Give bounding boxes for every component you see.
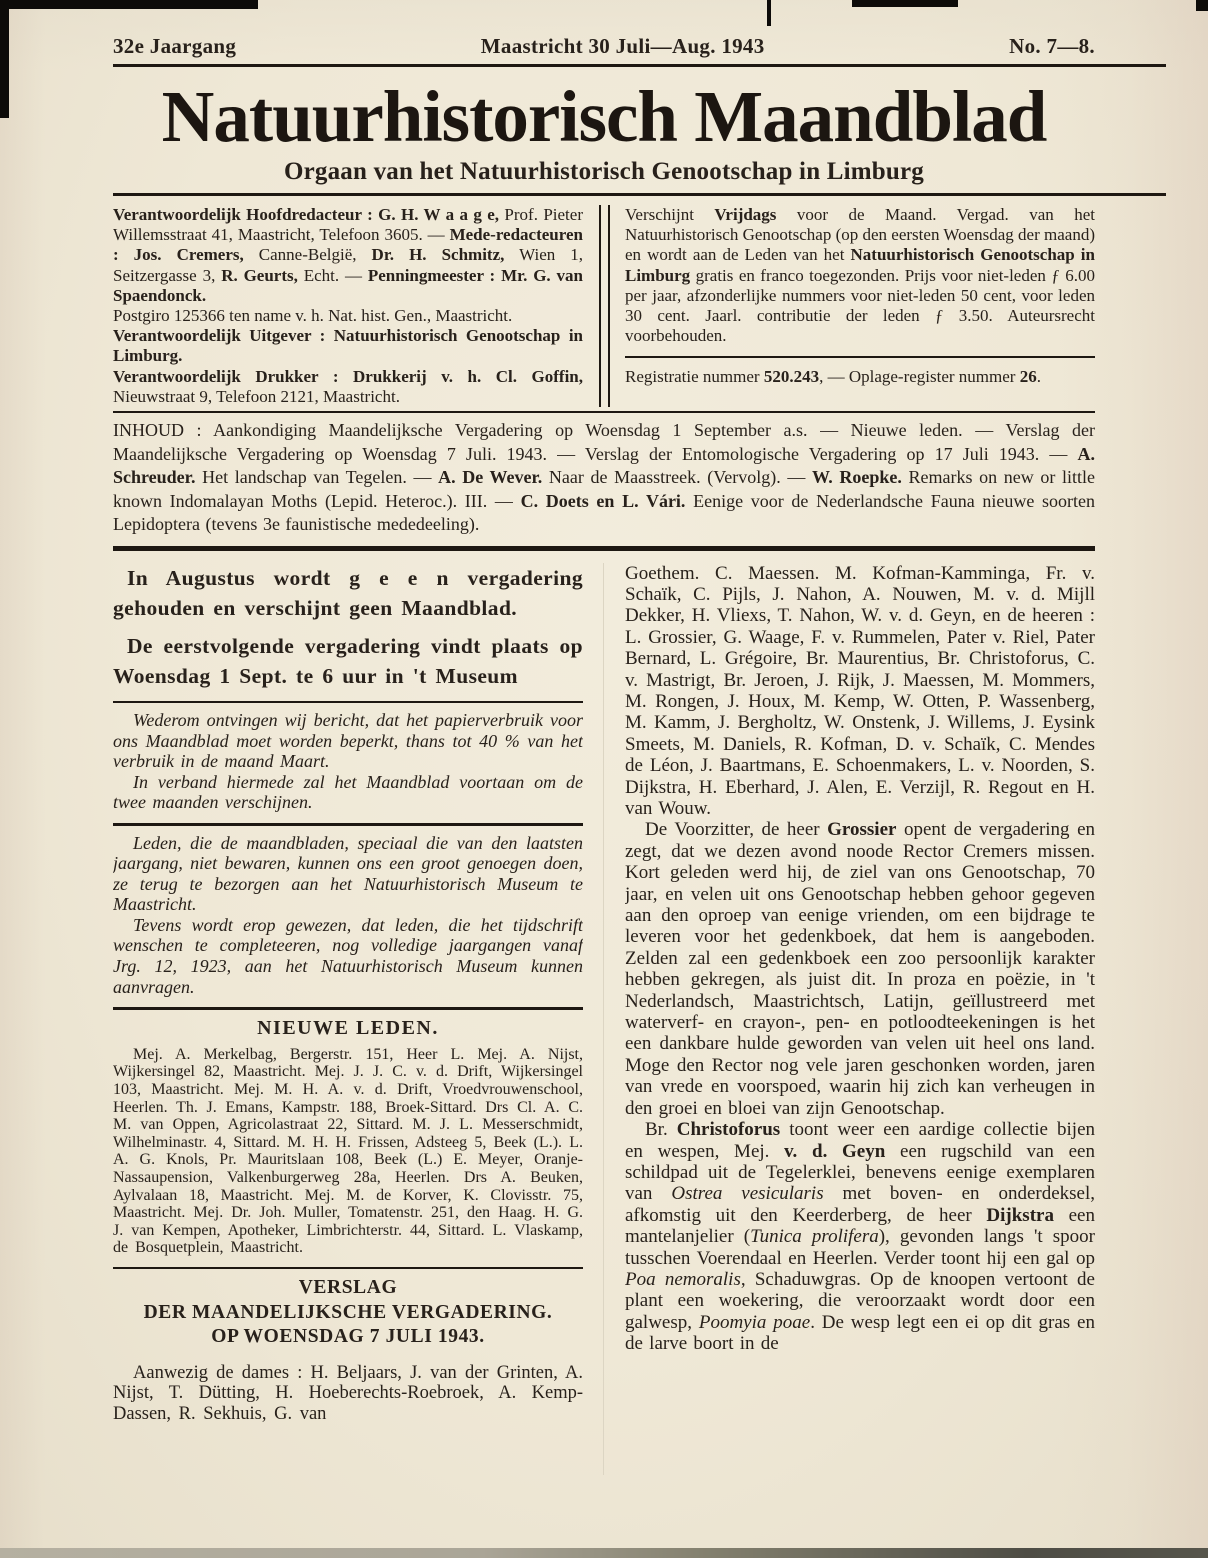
colophon-right-text: Verschijnt Vrijdags voor de Maand. Vergad. van het Natuurhistorisch Genootschap (op den eersten Woensdag der maand) en wordt aan de Leden van het Natuurhistorisch Genootschap in Limburg gratis en franco toegezonden. Prijs voor niet-leden ƒ 6.00 per jaar, afzonderlijke nummers voor niet-leden 50 cent, voor leden 30 cent. Jaarl. contributie der leden ƒ 3.50. Auteursrecht voorbehouden.	[625, 205, 1095, 346]
main-body	[113, 563, 1095, 1475]
page-content	[113, 0, 1095, 1475]
subtitle-rule	[113, 193, 1166, 196]
colophon-row	[113, 205, 1095, 407]
scan-artifact-top-bar	[852, 0, 958, 7]
paper-restriction-notice: Wederom ontvingen wij bericht, dat het papierverbruik voor ons Maandblad moet worden beperkt, thans tot 40 % van het verbruik in de maand Maart. In verband hiermede zal het Maandblad voortaan om de twee maanden verschijnen.	[113, 710, 583, 813]
registration-rule	[625, 356, 1095, 358]
masthead-rule	[113, 64, 1166, 67]
section-rule	[113, 1007, 583, 1010]
masthead-row	[113, 0, 1095, 59]
column-divider	[603, 563, 604, 1475]
section-rule	[113, 701, 583, 704]
scan-artifact-left-edge	[0, 0, 9, 118]
section-rule	[113, 1267, 583, 1270]
verslag-heading-line1: VERSLAG	[298, 1277, 398, 1299]
verslag-heading	[113, 1276, 583, 1350]
journal-subtitle: Orgaan van het Natuurhistorisch Genootschap in Limburg	[283, 158, 925, 185]
inhoud-block: INHOUD : Aankondiging Maandelijksche Vergadering op Woensdag 1 September a.s. — Nieuwe leden. — Verslag der Maandelijksche Vergadering op Woensdag 7 Juli. 1943. — Verslag der Entomologische Vergadering op 17 Juli 1943. — A. Schreuder. Het landschap van Tegelen. — A. De Wever. Naar de Maasstreek. (Vervolg). — W. Roepke. Remarks on new or little known Indomalayan Moths (Lepid. Heteroc.). III. — C. Doets en L. Vári. Eenige voor de Nederlandsche Fauna nieuwe soorten Lepidoptera (tevens 3e faunistische mededeeling).	[113, 420, 1095, 535]
new-members-list: Mej. A. Merkelbag, Bergerstr. 151, Heer L. Mej. A. Nijst, Wijkersingel 82, Maastricht. Mej. J. J. C. v. d. Drift, Wijkersingel 103, Maastricht. Mej. M. H. A. v. d. Drift, Vroedvrouwenschool, Heerlen. Th. J. Emans, Kampstr. 188, Broek-Sittard. Drs Cl. A. C. M. van Oppen, Agricolastraat 22, Sittard. M. J. L. Messerschmidt, Wilhelminastr. 4, Sittard. M. H. H. Frissen, Adsteeg 5, Beek (L.). L. A. G. Knols, Pr. Mauritslaan 108, Beek (L.) E. Meyer, Oranje-Nassaupension, Valkenburgerweg 28a, Heerlen. Drs A. Beuken, Aylvalaan 18, Maastricht. Mej. M. de Korver, K. Clovisstr. 75, Maastricht. Mej. Dr. Joh. Muller, Tomatenstr. 251, den Haag. H. G. J. van Kempen, Apotheker, Limbrichterstr. 44, Sittard. L. Vlaskamp, de Bosquetplein, Maastricht.	[113, 1045, 583, 1257]
right-column: Goethem. C. Maessen. M. Kofman-Kamminga, Fr. v. Schaïk, C. Pijls, J. Nahon, A. Nouwen, M. v. d. Mijll Dekker, H. Vliexs, T. Nahon, W. v. d. Geyn, en de heeren : L. Grossier, G. Waage, F. v. Rummelen, Pater v. Riel, Pater Bernard, L. Grégoire, Br. Maurentius, Br. Christoforus, C. v. Mastrigt, Br. Jeroen, J. Rijk, J. Maessen, M. Mommers, M. Rongen, J. Houx, M. Kemp, W. Otten, P. Wassenberg, M. Kamm, J. Bergholtz, W. Onstenk, J. Willems, J. Eysink Smeets, M. Daniels, R. Kofman, D. v. Schaïk, C. Mendes de Léon, J. Baartmans, E. Schoenmakers, L. v. Noorden, S. Dijkstra, H. Eberhard, J. Alen, E. Verzijl, R. Regout en H. van Wouw. De Voorzitter, de heer Grossier opent de vergadering en zegt, dat we dezen avond noode Rector Cremers missen. Kort geleden werd hij, de ziel van ons Genootschap, 70 jaar, en velen uit ons Genootschap hebben gehoor gegeven aan den oproep van eenige vrienden, om een bijdrage te leveren voor het gedenkboek, dat hem is aangeboden. Zelden zal een gedenkboek een zoo persoonlijk karakter hebben gekregen, als juist dit. In proza en poëzie, in 't Nederlandsch, Maastrichtsch, Latijn, geïllustreerd met waterverf- en crayon-, pen- en potloodteekeningen is het een dankbare hulde geworden van velen uit heel ons land. Moge den Rector nog vele jaren geschonken worden, jaren van vrede en voorspoed, waarin hij zich kan verheugen in den groei en bloei van zijn Genootschap. Br. Christoforus toont weer een aardige collectie bijen en wespen, Mej. v. d. Geyn een rugschild van een schildpad uit de Tegelerklei, benevens eenige exemplaren van Ostrea vesicularis met boven- en onderdeksel, afkomstig uit den Keerderberg, de heer Dijkstra een mantelanjelier (Tunica prolifera), gevonden langs 't spoor tusschen Voerendaal en Heerlen. Verder toont hij een gal op Poa nemoralis, Schaduwgras. Op de knoopen vertoont de plant een woekering, die veroorzaakt wordt door een galwesp, Poomyia poae. De wesp legt een ei op dit gras en de larve boort in de	[625, 562, 1095, 1355]
announcement-next-meeting: De eerstvolgende vergadering vindt plaats op Woensdag 1 Sept. te 6 uur in 't Museum	[113, 633, 583, 688]
attendees-paragraph: Aanwezig de dames : H. Beljaars, J. van der Grinten, A. Nijst, T. Dütting, H. Hoeberechts-Roebroek, A. Kemp-Dassen, R. Sekhuis, G. van	[113, 1362, 583, 1425]
announcement-no-august: In Augustus wordt g e e n vergadering gehouden en verschijnt geen Maandblad.	[113, 565, 583, 620]
journal-title: Natuurhistorisch Maandblad	[161, 76, 1047, 157]
scan-artifact-top-right	[1196, 0, 1208, 11]
scan-artifact-bottom-edge	[0, 1548, 1208, 1558]
verslag-heading-line2: DER MAANDELIJKSCHE VERGADERING.	[143, 1301, 553, 1323]
journal-volume: 32e Jaargang	[113, 34, 237, 58]
section-rule	[113, 823, 583, 826]
scan-artifact-top-tick	[767, 0, 771, 26]
issue-number: No. 7—8.	[1009, 34, 1095, 58]
nieuwe-leden-heading: NIEUWE LEDEN.	[257, 1016, 439, 1039]
colophon-right	[625, 205, 1095, 407]
registration-line: Registratie nummer 520.243, — Oplage-register nummer 26.	[625, 367, 1041, 387]
return-issues-notice: Leden, die de maandbladen, speciaal die van den laatsten jaargang, niet bewaren, kunnen ons een groot genoegen doen, ze terug te bezorgen aan het Natuurhistorisch Museum te Maastricht. Tevens wordt erop gewezen, dat leden, die het tijdschrift wenschen te completeeren, nog volledige jaargangen vanaf Jrg. 12, 1923, aan het Natuurhistorisch Museum kunnen aanvragen.	[113, 832, 583, 997]
colophon-divider	[599, 205, 610, 407]
inhoud-bottom-rule	[113, 546, 1095, 551]
left-column	[113, 563, 583, 1475]
colophon-left: Verantwoordelijk Hoofdredacteur : G. H. W a a g e, Prof. Pieter Willemsstraat 41, Maastricht, Telefoon 3605. — Mede-redacteuren : Jos. Cremers, Canne-België, Dr. H. Schmitz, Wien 1, Seitzergasse 3, R. Geurts, Echt. — Penningmeester : Mr. G. van Spaendonck. Postgiro 125366 ten name v. h. Nat. hist. Gen., Maastricht. Verantwoordelijk Uitgever : Natuurhistorisch Genootschap in Limburg. Verantwoordelijk Drukker : Drukkerij v. h. Cl. Goffin, Nieuwstraat 9, Telefoon 2121, Maastricht.	[113, 205, 584, 406]
scan-artifact-top-left-horizontal	[0, 0, 258, 9]
verslag-heading-line3: OP WOENSDAG 7 JULI 1943.	[211, 1326, 485, 1348]
journal-date: Maastricht 30 Juli—Aug. 1943	[480, 34, 765, 58]
